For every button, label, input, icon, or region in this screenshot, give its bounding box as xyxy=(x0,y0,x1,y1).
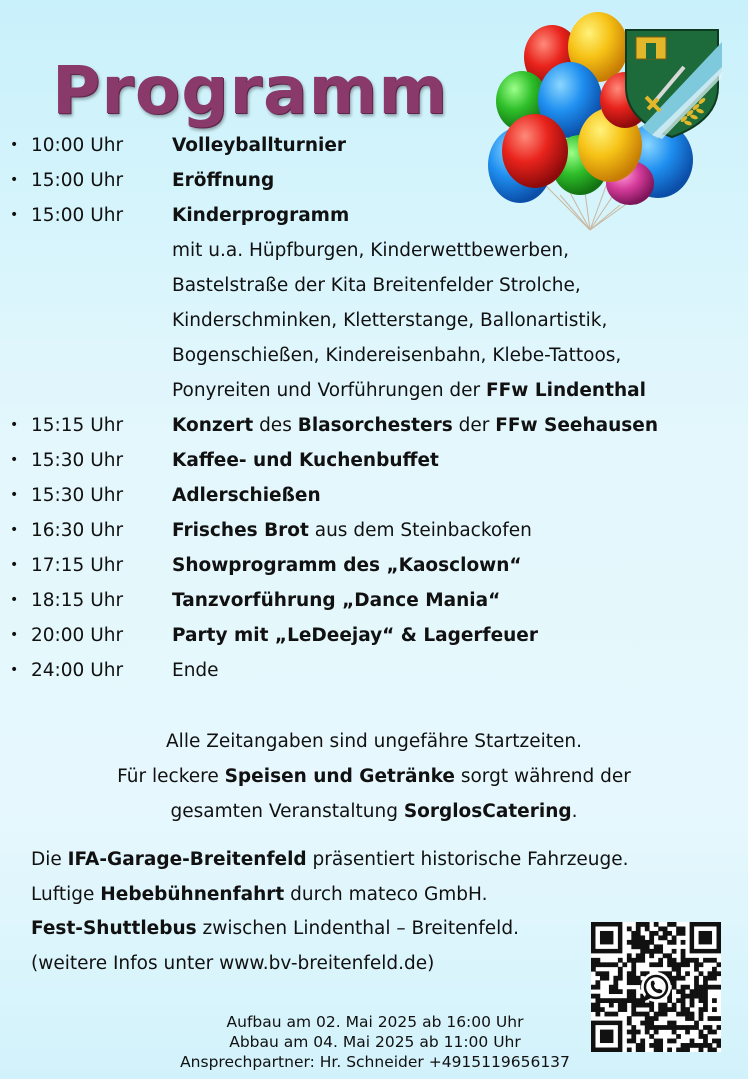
bullet-icon: • xyxy=(10,207,19,223)
description-segment: Konzert xyxy=(172,415,254,436)
schedule-description xyxy=(172,548,522,583)
description-segment: Kaffee- und Kuchenbuffet xyxy=(172,450,439,471)
description-segment: Frisches Brot xyxy=(172,520,309,541)
schedule-time: 15:30 Uhr xyxy=(31,485,124,506)
schedule-row xyxy=(0,548,748,583)
note-segment: gesamten Veranstaltung xyxy=(170,801,404,822)
info-line xyxy=(31,878,629,913)
schedule-list xyxy=(0,128,748,688)
info-line xyxy=(31,947,629,982)
info-segment: Hebebühnenfahrt xyxy=(100,883,285,905)
schedule-description xyxy=(172,408,658,443)
schedule-row xyxy=(0,583,748,618)
qr-code-icon[interactable] xyxy=(591,922,721,1052)
description-segment: FFw Lindenthal xyxy=(486,380,646,401)
schedule-row xyxy=(0,653,748,688)
schedule-description xyxy=(172,303,607,338)
schedule-description xyxy=(172,478,321,513)
note-segment: Speisen und Getränke xyxy=(224,766,455,787)
description-segment: Kinderschminken, Kletterstange, Ballonartistik, xyxy=(172,310,608,331)
description-segment: des xyxy=(253,415,298,436)
schedule-description xyxy=(172,128,346,163)
qr-finder-pattern xyxy=(600,1030,613,1043)
schedule-time: 24:00 Uhr xyxy=(31,660,124,681)
note-segment: SorglosCatering xyxy=(403,801,572,822)
footer-teardown: Abbau am 04. Mai 2025 ab 11:00 Uhr xyxy=(229,1033,521,1051)
schedule-description xyxy=(172,163,274,198)
footer-contact: Ansprechpartner: Hr. Schneider +4915119656137 xyxy=(180,1053,570,1071)
schedule-row xyxy=(0,338,748,373)
description-segment: Ponyreiten und Vorführungen der xyxy=(172,380,487,401)
schedule-description xyxy=(172,338,621,373)
description-segment: Ende xyxy=(172,660,219,681)
schedule-description xyxy=(172,443,439,478)
schedule-row xyxy=(0,408,748,443)
info-block xyxy=(31,843,629,981)
schedule-description xyxy=(172,653,219,688)
schedule-row xyxy=(0,303,748,338)
schedule-description xyxy=(172,513,532,548)
note-line xyxy=(0,724,748,759)
schedule-time: 17:15 Uhr xyxy=(31,555,124,576)
bullet-icon: • xyxy=(10,557,19,573)
schedule-time: 15:15 Uhr xyxy=(31,415,124,436)
schedule-row xyxy=(0,443,748,478)
coat-of-arms-icon xyxy=(622,27,722,139)
note-line xyxy=(0,759,748,794)
description-segment: FFw Seehausen xyxy=(495,415,658,436)
info-segment: durch mateco GmbH. xyxy=(284,883,488,905)
description-segment: Party mit „LeDeejay“ & Lagerfeuer xyxy=(172,625,538,646)
notes-block xyxy=(0,724,748,829)
schedule-row xyxy=(0,233,748,268)
qr-finder-pattern xyxy=(600,931,613,944)
schedule-time: 15:30 Uhr xyxy=(31,450,124,471)
bullet-icon: • xyxy=(10,487,19,503)
description-segment: der xyxy=(452,415,496,436)
description-segment: Volleyballturnier xyxy=(172,135,347,156)
schedule-row xyxy=(0,268,748,303)
schedule-description xyxy=(172,373,646,408)
schedule-description xyxy=(172,198,349,233)
description-segment: Eröffnung xyxy=(172,170,275,191)
info-line xyxy=(31,843,629,878)
schedule-time: 10:00 Uhr xyxy=(31,135,124,156)
schedule-row xyxy=(0,198,748,233)
description-segment: Kinderprogramm xyxy=(172,205,350,226)
bullet-icon: • xyxy=(10,662,19,678)
schedule-description xyxy=(172,233,569,268)
schedule-description xyxy=(172,268,581,303)
whatsapp-icon xyxy=(641,972,671,1002)
qr-finder-pattern xyxy=(699,931,712,944)
info-line xyxy=(31,912,629,947)
schedule-time: 18:15 Uhr xyxy=(31,590,124,611)
schedule-row xyxy=(0,513,748,548)
description-segment: Tanzvorführung „Dance Mania“ xyxy=(172,590,501,611)
description-segment: Showprogramm des „Kaosclown“ xyxy=(172,555,522,576)
page-title: Programm xyxy=(52,52,449,129)
bullet-icon: • xyxy=(10,417,19,433)
bullet-icon: • xyxy=(10,452,19,468)
description-segment: aus dem Steinbackofen xyxy=(308,520,532,541)
description-segment: mit u.a. Hüpfburgen, Kinderwettbewerben, xyxy=(172,240,569,261)
bullet-icon: • xyxy=(10,627,19,643)
schedule-row xyxy=(0,163,748,198)
bullet-icon: • xyxy=(10,137,19,153)
description-segment: Adlerschießen xyxy=(172,485,321,506)
info-segment: Fest-Shuttlebus xyxy=(31,918,197,939)
note-line xyxy=(0,794,748,829)
bullet-icon: • xyxy=(10,592,19,608)
info-segment: Die xyxy=(31,849,68,870)
schedule-row xyxy=(0,128,748,163)
schedule-time: 15:00 Uhr xyxy=(31,205,124,226)
note-segment: . xyxy=(571,801,578,822)
bullet-icon: • xyxy=(10,172,19,188)
info-segment: (weitere Infos unter www.bv-breitenfeld.de) xyxy=(31,952,435,974)
footer-block xyxy=(150,1012,600,1072)
info-segment: Luftige xyxy=(31,883,101,905)
note-segment: Alle Zeitangaben sind ungefähre Startzeiten. xyxy=(166,731,582,752)
bullet-icon: • xyxy=(10,522,19,538)
description-segment: Bogenschießen, Kindereisenbahn, Klebe-Tattoos, xyxy=(172,345,622,366)
info-segment: präsentiert historische Fahrzeuge. xyxy=(306,849,629,870)
note-segment: Für leckere xyxy=(117,766,225,787)
info-segment: IFA-Garage-Breitenfeld xyxy=(67,849,307,870)
schedule-time: 16:30 Uhr xyxy=(31,520,124,541)
schedule-row xyxy=(0,373,748,408)
schedule-description xyxy=(172,583,500,618)
description-segment: Blasorchesters xyxy=(297,415,453,436)
note-segment: sorgt während der xyxy=(454,766,631,787)
info-segment: zwischen Lindenthal – Breitenfeld. xyxy=(196,918,519,939)
schedule-time: 15:00 Uhr xyxy=(31,170,124,191)
schedule-row xyxy=(0,478,748,513)
schedule-time: 20:00 Uhr xyxy=(31,625,124,646)
schedule-description xyxy=(172,618,538,653)
schedule-row xyxy=(0,618,748,653)
description-segment: Bastelstraße der Kita Breitenfelder Strolche, xyxy=(172,275,581,296)
footer-setup: Aufbau am 02. Mai 2025 ab 16:00 Uhr xyxy=(226,1013,524,1031)
